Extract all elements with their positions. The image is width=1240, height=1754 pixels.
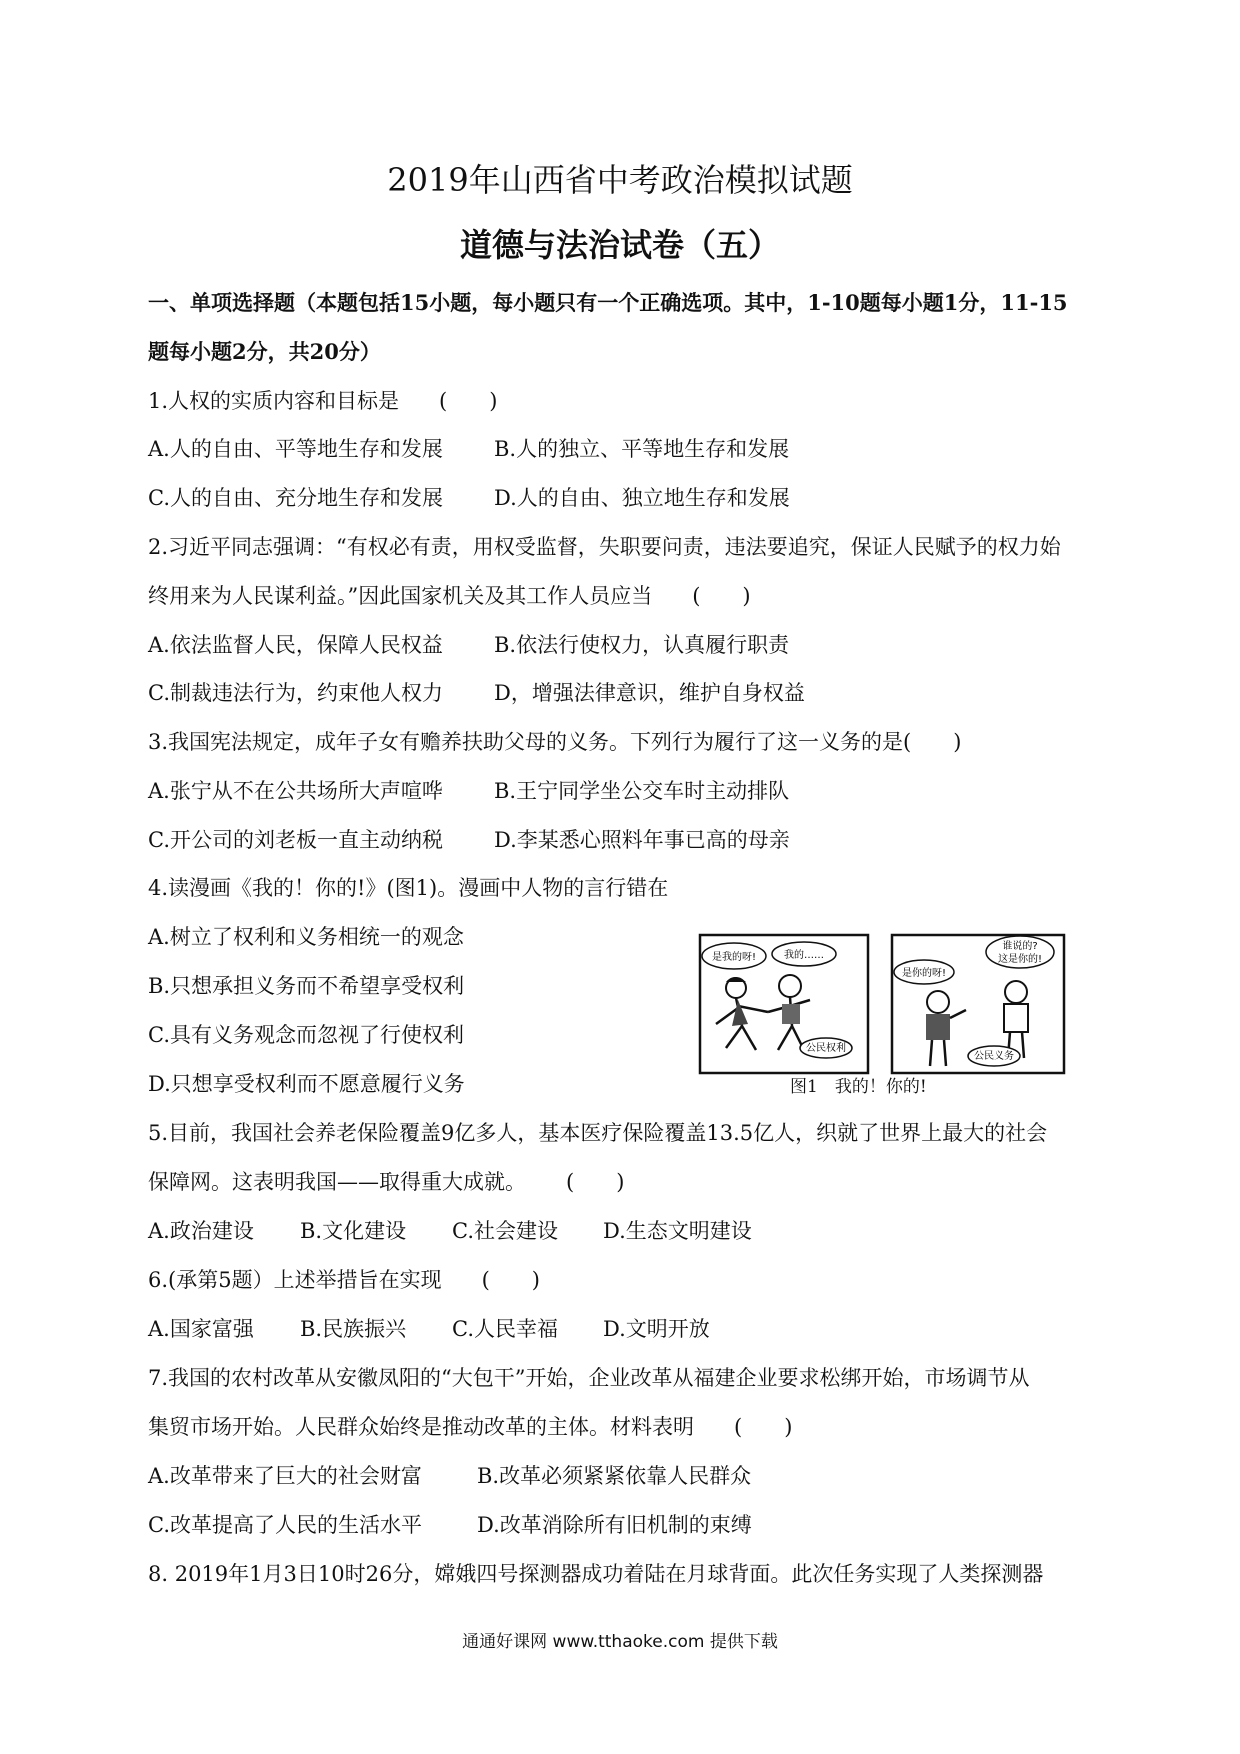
q1-option-b: B.人的独立、平等地生存和发展 xyxy=(494,437,790,461)
q4-option-a: A.树立了权利和义务相统一的观念 xyxy=(148,925,464,949)
q3-stem: 3.我国宪法规定，成年子女有赡养扶助父母的义务。下列行为履行了这一义务的是( ) xyxy=(148,730,962,754)
q1-stem: 1.人权的实质内容和目标是 xyxy=(148,389,400,413)
q5-stem-line2 xyxy=(148,1167,624,1197)
q5-stem: 保障网。这表明我国——取得重大成就。 xyxy=(148,1170,526,1194)
q1-answer-paren: ( ) xyxy=(439,389,498,413)
q7-option-a: A.改革带来了巨大的社会财富 xyxy=(148,1464,422,1488)
q2-stem: 终用来为人民谋利益。”因此国家机关及其工作人员应当 xyxy=(148,584,653,608)
q7-stem-line2 xyxy=(148,1412,792,1442)
q1-option-c: C.人的自由、充分地生存和发展 xyxy=(148,486,443,510)
q5-option-d: D.生态文明建设 xyxy=(603,1219,752,1243)
q5-stem-line1: 5.目前，我国社会养老保险覆盖9亿多人，基本医疗保险覆盖13.5亿人，织就了世界上最大的社会 xyxy=(148,1121,1048,1145)
q7-answer-paren: ( ) xyxy=(734,1415,793,1439)
q7-option-b: B.改革必须紧紧依靠人民群众 xyxy=(477,1464,752,1488)
q3-option-b: B.王宁同学坐公交车时主动排队 xyxy=(494,779,790,803)
section-heading-line1: 一、单项选择题（本题包括15小题，每小题只有一个正确选项。其中，1-10题每小题1分，11-15 xyxy=(148,290,1068,315)
q6-option-c: C.人民幸福 xyxy=(452,1317,558,1341)
page-title: 2019年山西省中考政治模拟试题 xyxy=(387,161,853,199)
q6-answer-paren: ( ) xyxy=(481,1268,540,1292)
q2-stem-line1: 2.习近平同志强调：“有权必有责，用权受监督，失职要问责，违法要追究，保证人民赋予的权力始 xyxy=(148,535,1061,559)
page-footer: 通通好课网 www.tthaoke.com 提供下载 xyxy=(462,1632,778,1652)
tag-text-2: 公民义务 xyxy=(974,1051,1014,1062)
section-heading-line2: 题每小题2分，共20分） xyxy=(148,339,381,364)
bubble-text-4b: 这是你的! xyxy=(997,954,1043,965)
q2-option-c: C.制裁违法行为，约束他人权力 xyxy=(148,681,443,705)
bubble-text-2: 我的…… xyxy=(784,950,824,961)
q4-option-c: C.具有义务观念而忽视了行使权利 xyxy=(148,1023,464,1047)
cartoon-illustration xyxy=(698,930,1068,1080)
q1-stem-line xyxy=(148,386,497,416)
q7-stem-line1: 7.我国的农村改革从安徽凤阳的“大包干”开始，企业改革从福建企业要求松绑开始，市场调节从 xyxy=(148,1366,1030,1390)
q1-option-a: A.人的自由、平等地生存和发展 xyxy=(148,437,443,461)
q5-answer-paren: ( ) xyxy=(566,1170,625,1194)
q4-option-b: B.只想承担义务而不希望享受权利 xyxy=(148,974,465,998)
q6-option-d: D.文明开放 xyxy=(603,1317,710,1341)
q7-option-c: C.改革提高了人民的生活水平 xyxy=(148,1513,422,1537)
q6-stem-line xyxy=(148,1265,540,1295)
q7-stem: 集贸市场开始。人民群众始终是推动改革的主体。材料表明 xyxy=(148,1415,694,1439)
q6-option-b: B.民族振兴 xyxy=(300,1317,407,1341)
bubble-text-3: 是你的呀! xyxy=(901,968,947,979)
q7-option-d: D.改革消除所有旧机制的束缚 xyxy=(477,1513,752,1537)
q6-option-a: A.国家富强 xyxy=(148,1317,254,1341)
q3-option-d: D.李某悉心照料年事已高的母亲 xyxy=(494,828,790,852)
q4-stem: 4.读漫画《我的！你的!》(图1)。漫画中人物的言行错在 xyxy=(148,876,669,900)
q8-stem-line1: 8. 2019年1月3日10时26分，嫦娥四号探测器成功着陆在月球背面。此次任务实现了人类探测器 xyxy=(148,1562,1044,1586)
q5-option-a: A.政治建设 xyxy=(148,1219,254,1243)
q2-option-b: B.依法行使权力，认真履行职责 xyxy=(494,633,790,657)
figure-caption: 图1 我的！你的! xyxy=(790,1077,927,1097)
q2-option-a: A.依法监督人民，保障人民权益 xyxy=(148,633,443,657)
q5-option-b: B.文化建设 xyxy=(300,1219,407,1243)
q2-answer-paren: ( ) xyxy=(692,584,751,608)
q6-stem: 6.(承第5题）上述举措旨在实现 xyxy=(148,1268,442,1292)
q3-option-a: A.张宁从不在公共场所大声喧哗 xyxy=(148,779,443,803)
q4-option-d: D.只想享受权利而不愿意履行义务 xyxy=(148,1072,465,1096)
bubble-text-1: 是我的呀! xyxy=(711,952,757,963)
bubble-text-4a: 谁说的? xyxy=(1002,941,1038,952)
q1-option-d: D.人的自由、独立地生存和发展 xyxy=(494,486,790,510)
tag-text-1: 公民权利 xyxy=(806,1043,846,1054)
q2-stem-line2 xyxy=(148,581,751,611)
q3-option-c: C.开公司的刘老板一直主动纳税 xyxy=(148,828,443,852)
q5-option-c: C.社会建设 xyxy=(452,1219,558,1243)
q2-option-d: D，增强法律意识，维护自身权益 xyxy=(494,681,805,705)
page-subtitle: 道德与法治试卷（五） xyxy=(459,226,780,264)
